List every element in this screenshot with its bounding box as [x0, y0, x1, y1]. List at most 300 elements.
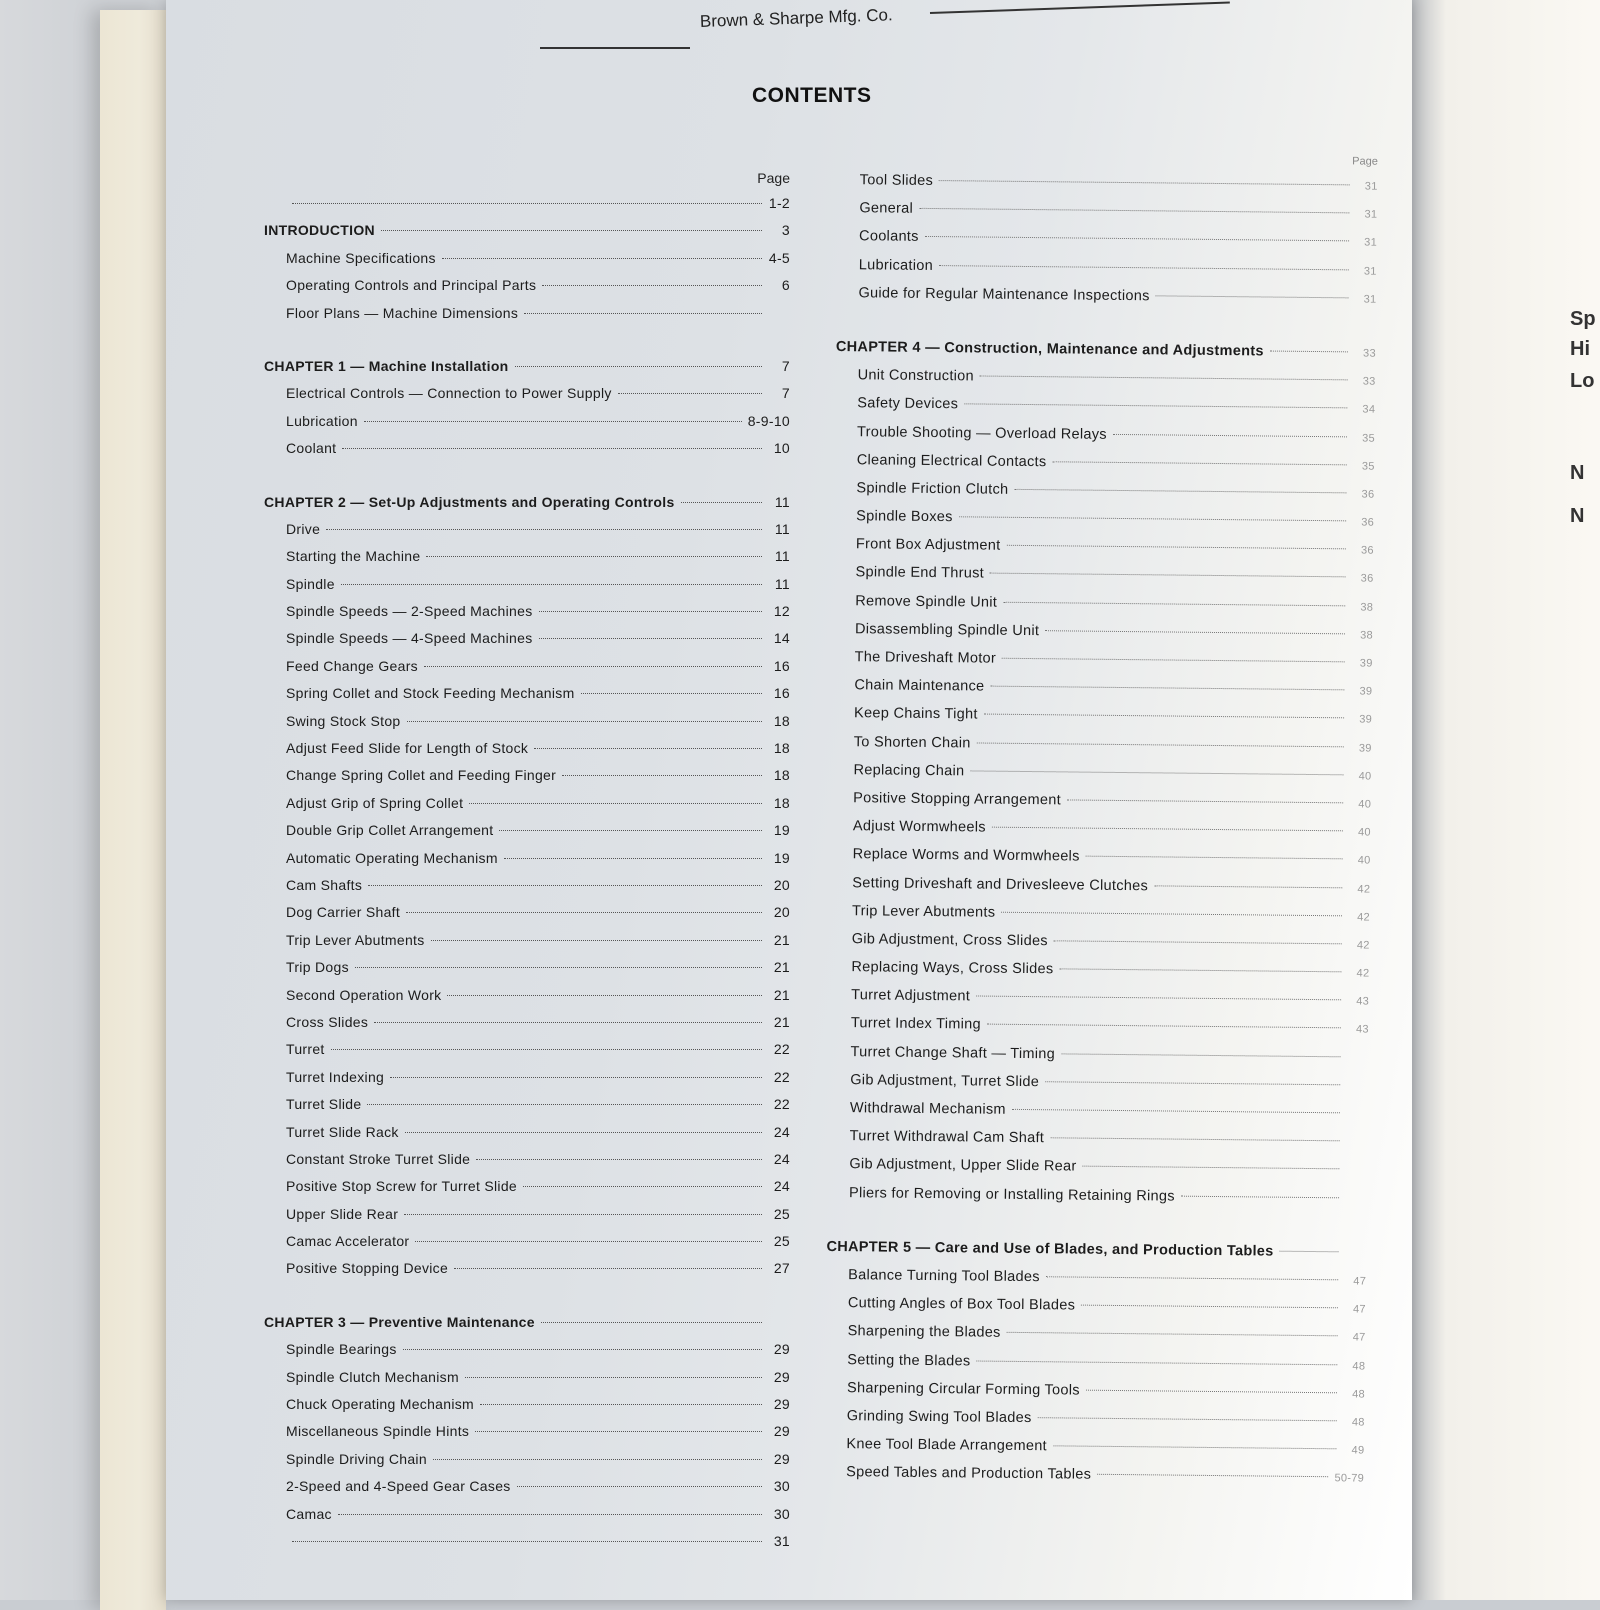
dot-leader: [406, 912, 762, 913]
entry-title-text: Lubrication: [286, 413, 358, 429]
entry-title-text: Spindle Speeds — 4-Speed Machines: [286, 630, 533, 646]
contents-page: [166, 0, 1412, 1600]
entry-title: [850, 1122, 1045, 1152]
entry-title-text: Feed Change Gears: [286, 658, 418, 674]
entry-title-text: Remove Spindle Unit: [855, 593, 997, 610]
toc-entry: [264, 1364, 790, 1391]
dot-leader: [581, 693, 762, 694]
entry-title-text: Cross Slides: [286, 1014, 368, 1030]
entry-title-text: Spindle Clutch Mechanism: [286, 1369, 459, 1385]
dot-leader: [539, 638, 763, 639]
entry-title-text: Spindle End Thrust: [855, 565, 984, 582]
entry-title: [286, 872, 362, 899]
entry-title-text: Positive Stop Screw for Turret Slide: [286, 1178, 517, 1194]
entry-title-text: Turret Indexing: [286, 1069, 384, 1085]
toc-entry: [264, 1036, 790, 1063]
toc-entry: [264, 435, 790, 462]
page-number: 11: [768, 516, 790, 543]
entry-title: [859, 223, 919, 252]
dot-leader: [1007, 1332, 1338, 1336]
entry-title-text: Double Grip Collet Arrangement: [286, 822, 493, 838]
entry-title: [286, 982, 441, 1009]
toc-entry: [264, 1473, 790, 1500]
dot-leader: [1001, 911, 1342, 916]
dot-leader: [331, 1049, 762, 1050]
dot-leader: [1280, 1250, 1339, 1252]
toc-entry: [264, 1528, 790, 1555]
entry-title-text: Electrical Controls — Connection to Power Supply: [286, 385, 612, 401]
dot-leader: [433, 1459, 762, 1460]
entry-title: [286, 380, 612, 407]
page-number: 20: [768, 872, 790, 899]
page-number: 7: [768, 353, 790, 380]
entry-title-text: Sharpening Circular Forming Tools: [847, 1380, 1080, 1398]
dot-leader: [1086, 856, 1343, 860]
toc-entry: [264, 190, 790, 217]
entry-title-text: Coolants: [859, 229, 919, 246]
page-number: 42: [1348, 931, 1370, 959]
entry-title-text: Gib Adjustment, Turret Slide: [850, 1072, 1039, 1090]
entry-title-text: Tool Slides: [860, 172, 934, 189]
entry-title: [856, 530, 1001, 560]
entry-title: [286, 408, 358, 435]
page-number: 29: [768, 1391, 790, 1418]
page-number: 47: [1344, 1267, 1366, 1295]
entry-title-text: Operating Controls and Principal Parts: [286, 277, 536, 293]
entry-title-text: Knee Tool Blade Arrangement: [846, 1436, 1047, 1454]
entry-title-text: Automatic Operating Mechanism: [286, 850, 498, 866]
entry-title: [857, 418, 1107, 449]
dot-leader: [1045, 630, 1345, 634]
dot-leader: [541, 1322, 762, 1323]
page-number: 10: [768, 435, 790, 462]
entry-title: [855, 559, 984, 589]
entry-title-text: Drive: [286, 521, 320, 537]
toc-entry: [836, 279, 1376, 313]
dot-leader: [959, 516, 1346, 521]
page-number: 25: [768, 1228, 790, 1255]
dot-leader: [977, 742, 1344, 747]
entry-title-text: Adjust Grip of Spring Collet: [286, 795, 463, 811]
dot-leader: [1003, 601, 1345, 606]
page-number: 29: [768, 1418, 790, 1445]
page-number: 48: [1343, 1408, 1365, 1436]
page-number: 31: [1354, 285, 1376, 313]
dot-leader: [381, 230, 762, 231]
page-number: 38: [1351, 593, 1373, 621]
dot-leader: [925, 236, 1349, 241]
dot-leader: [424, 666, 762, 667]
dot-leader: [364, 421, 742, 422]
entry-title: [851, 981, 970, 1010]
toc-entry: [264, 982, 790, 1009]
entry-title: [286, 1446, 427, 1473]
entry-title-text: Trouble Shooting — Overload Relays: [857, 424, 1107, 443]
dot-leader: [1181, 1195, 1339, 1198]
page-number: 36: [1352, 508, 1374, 536]
entry-title-text: Coolant: [286, 440, 336, 456]
dot-leader: [367, 1104, 762, 1105]
page-number: 24: [768, 1173, 790, 1200]
entry-title-text: Upper Slide Rear: [286, 1206, 398, 1222]
entry-title: [857, 361, 974, 390]
page-number: 14: [768, 625, 790, 652]
entry-title: [286, 1119, 399, 1146]
toc-entry: [264, 872, 790, 899]
page-number: 39: [1351, 649, 1373, 677]
toc-entry: [264, 516, 790, 543]
entry-title-text: Spindle Boxes: [856, 508, 953, 525]
dot-leader: [1012, 1109, 1340, 1113]
dot-leader: [990, 686, 1344, 691]
dot-leader: [515, 366, 762, 367]
dot-leader: [499, 830, 762, 831]
entry-title: [836, 333, 1264, 366]
entry-title: [851, 1010, 981, 1040]
entry-title-text: INTRODUCTION: [264, 222, 375, 238]
entry-title: [850, 1066, 1039, 1096]
toc-entry: [264, 1336, 790, 1363]
entry-title-text: Spindle Speeds — 2-Speed Machines: [286, 603, 533, 619]
entry-title-text: Cam Shafts: [286, 877, 362, 893]
entry-title: [859, 194, 913, 223]
entry-title: [856, 502, 953, 531]
page-number: 31: [1355, 201, 1377, 229]
dot-leader: [390, 1077, 762, 1078]
contents-right-column: [824, 150, 1378, 1492]
entry-title: [286, 1473, 511, 1500]
entry-title: [286, 1146, 470, 1173]
dot-leader: [338, 1514, 762, 1515]
toc-entry: [264, 1201, 790, 1228]
entry-title: [855, 615, 1040, 645]
page-number: 24: [768, 1119, 790, 1146]
entry-title: [859, 251, 934, 280]
dot-leader: [1113, 433, 1347, 436]
dot-leader: [976, 996, 1341, 1001]
dot-leader: [1038, 1417, 1337, 1421]
entry-title-text: Gib Adjustment, Upper Slide Rear: [849, 1157, 1076, 1175]
adjacent-text-fragment: Sp: [1570, 308, 1596, 331]
entry-title-text: Spindle Bearings: [286, 1341, 397, 1357]
entry-title-text: Trip Lever Abutments: [852, 903, 995, 920]
entry-title: [286, 653, 418, 680]
entry-title-text: Miscellaneous Spindle Hints: [286, 1423, 469, 1439]
entry-title-text: Floor Plans — Machine Dimensions: [286, 305, 518, 321]
dot-leader: [341, 584, 762, 585]
entry-title-text: Preventive Maintenance: [369, 1314, 535, 1330]
toc-entry: [264, 1255, 790, 1282]
dot-leader: [964, 404, 1347, 409]
dot-leader: [292, 1541, 762, 1542]
entry-title: [857, 446, 1047, 476]
page-number: 50-79: [1334, 1465, 1364, 1494]
dot-leader: [980, 376, 1348, 381]
entry-title-text: Set-Up Adjustments and Operating Controls: [369, 494, 675, 510]
entry-title: [848, 1289, 1076, 1320]
toc-entry: [264, 954, 790, 981]
dot-leader: [415, 1241, 762, 1242]
entry-title-text: Turret Adjustment: [851, 987, 970, 1004]
dot-leader: [1086, 1389, 1337, 1393]
entry-title: [286, 1501, 332, 1528]
entry-title-text: Gib Adjustment, Cross Slides: [852, 931, 1048, 949]
page-number: 39: [1350, 678, 1372, 706]
dot-leader: [517, 1486, 762, 1487]
entry-title: [286, 543, 420, 570]
page-number: 20: [768, 899, 790, 926]
entry-title-text: Starting the Machine: [286, 548, 420, 564]
page-column-label: Page: [264, 170, 790, 186]
entry-title-text: Withdrawal Mechanism: [850, 1100, 1006, 1118]
page-number: 47: [1344, 1295, 1366, 1323]
entry-title-text: To Shorten Chain: [854, 734, 971, 751]
toc-entry: [264, 380, 790, 407]
dot-leader: [1097, 1474, 1328, 1477]
entry-title: [286, 625, 533, 652]
toc-entry: [264, 790, 790, 817]
entry-title: [852, 841, 1079, 872]
entry-title-text: Setting the Blades: [847, 1352, 970, 1369]
toc-entry: [264, 625, 790, 652]
entry-title: [286, 245, 436, 272]
page-number: 29: [768, 1446, 790, 1473]
section-gap: [264, 1283, 790, 1309]
dot-leader: [1154, 885, 1342, 888]
entry-title-text: Chain Maintenance: [854, 677, 984, 694]
entry-title: [853, 784, 1061, 814]
dot-leader: [524, 313, 762, 314]
toc-entry: [264, 735, 790, 762]
dot-leader: [1081, 1305, 1338, 1309]
page-number: 39: [1350, 734, 1372, 762]
toc-entry: [264, 1146, 790, 1173]
dot-leader: [465, 1377, 762, 1378]
entry-title-text: Spindle Friction Clutch: [856, 480, 1008, 498]
dot-leader: [404, 1214, 762, 1215]
entry-title-text: Cutting Angles of Box Tool Blades: [848, 1295, 1075, 1313]
page-column-label: Page: [838, 150, 1378, 168]
page-number: 19: [768, 817, 790, 844]
dot-leader: [1067, 799, 1343, 803]
entry-title: [286, 762, 556, 789]
chapter-number: CHAPTER 2 —: [264, 494, 369, 510]
entry-title-text: Swing Stock Stop: [286, 713, 401, 729]
dot-leader: [292, 203, 762, 204]
adjacent-page: [1410, 0, 1600, 1600]
entry-title: [286, 598, 533, 625]
entry-title: [850, 1094, 1006, 1124]
page-number: 31: [1355, 257, 1377, 285]
dot-leader: [1006, 545, 1345, 550]
adjacent-text-fragment: Hi: [1570, 338, 1590, 361]
entry-title-text: Grinding Swing Tool Blades: [847, 1408, 1032, 1426]
dot-leader: [990, 573, 1346, 578]
entry-title: [286, 1364, 459, 1391]
dot-leader: [342, 448, 762, 449]
entry-title-text: Machine Specifications: [286, 250, 436, 266]
page-number: 30: [768, 1473, 790, 1500]
chapter-number: CHAPTER 1 —: [264, 358, 369, 374]
dot-leader: [976, 1360, 1337, 1365]
toc-entry: [824, 1458, 1364, 1492]
entry-title: [286, 1009, 368, 1036]
dot-leader: [326, 529, 762, 530]
entry-title-text: Lubrication: [859, 257, 933, 274]
entry-title: [286, 516, 320, 543]
entry-title-text: Sharpening the Blades: [848, 1323, 1001, 1341]
adjacent-text-fragment: Lo: [1570, 370, 1594, 393]
entry-title: [849, 1179, 1175, 1211]
page-number: 47: [1343, 1324, 1365, 1352]
entry-title-text: Disassembling Spindle Unit: [855, 621, 1039, 639]
entry-title: [855, 643, 997, 673]
page-number: 3: [768, 217, 790, 244]
entry-title-text: Keep Chains Tight: [854, 706, 978, 723]
entry-title: [849, 1151, 1077, 1182]
entry-title: [286, 300, 518, 327]
entry-title: [853, 756, 964, 785]
entry-title: [286, 1391, 474, 1418]
contents-left-column: [264, 170, 790, 1555]
entry-title: [286, 1418, 469, 1445]
page-number: 24: [768, 1146, 790, 1173]
entry-title-text: Adjust Feed Slide for Length of Stock: [286, 740, 528, 756]
chapter-heading: [264, 489, 790, 516]
entry-title-text: Spindle: [286, 576, 335, 592]
entry-title-text: Spring Collet and Stock Feeding Mechanism: [286, 685, 575, 701]
dot-leader: [1014, 489, 1346, 493]
dot-leader: [939, 180, 1350, 185]
entry-title-text: Replacing Ways, Cross Slides: [851, 959, 1053, 977]
entry-title-text: Change Spring Collet and Feeding Finger: [286, 767, 556, 783]
entry-title: [286, 1091, 361, 1118]
page-number: 19: [768, 845, 790, 872]
dot-leader: [368, 885, 762, 886]
page-number: 40: [1349, 762, 1371, 790]
dot-leader: [562, 775, 762, 776]
page-number: 36: [1351, 565, 1373, 593]
entry-title-text: Turret Slide: [286, 1096, 361, 1112]
entry-title-text: The Driveshaft Motor: [855, 649, 997, 666]
entry-title: [286, 1336, 397, 1363]
entry-title: [264, 217, 375, 244]
toc-entry: [264, 927, 790, 954]
toc-entry: [264, 1418, 790, 1445]
entry-title: [286, 1228, 409, 1255]
entry-title: [852, 925, 1048, 955]
page-number: 38: [1351, 621, 1373, 649]
dot-leader: [442, 258, 762, 259]
entry-title-text: Machine Installation: [369, 358, 509, 374]
dot-leader: [454, 1268, 762, 1269]
page-number: 21: [768, 954, 790, 981]
page-number: 22: [768, 1064, 790, 1091]
entry-title: [286, 954, 349, 981]
chapter-heading: [264, 1309, 790, 1336]
chapter-number: CHAPTER 5 —: [826, 1239, 935, 1256]
dot-leader: [1002, 658, 1345, 663]
toc-entry: [838, 166, 1378, 200]
page-title: CONTENTS: [752, 84, 872, 108]
entry-title: [848, 1261, 1040, 1291]
page-number: 42: [1347, 959, 1369, 987]
page-number: 16: [768, 653, 790, 680]
entry-title-text: Camac Accelerator: [286, 1233, 409, 1249]
dot-leader: [1061, 1053, 1340, 1057]
page-number: 11: [768, 489, 790, 516]
entry-title: [286, 790, 463, 817]
dot-leader: [1052, 461, 1346, 465]
entry-title: [857, 390, 958, 419]
header-rule: [930, 2, 1230, 14]
dot-leader: [970, 770, 1343, 775]
page-number: 7: [768, 380, 790, 407]
entry-title: [286, 708, 401, 735]
dot-leader: [987, 1024, 1341, 1029]
dot-leader: [1053, 1445, 1336, 1449]
page-number: 11: [768, 571, 790, 598]
toc-entry: [264, 571, 790, 598]
entry-title-text: Second Operation Work: [286, 987, 441, 1003]
toc-entry: [264, 598, 790, 625]
page-number: 43: [1347, 988, 1369, 1016]
page-number: 40: [1348, 847, 1370, 875]
toc-entry: [264, 899, 790, 926]
entry-title-text: Trip Lever Abutments: [286, 932, 425, 948]
dot-leader: [405, 1132, 762, 1133]
toc-entry: [264, 1091, 790, 1118]
entry-title: [286, 571, 335, 598]
page-number: 22: [768, 1036, 790, 1063]
entry-title-text: Unit Construction: [858, 367, 974, 384]
page-number: 29: [768, 1364, 790, 1391]
entry-title: [854, 728, 971, 757]
entry-title: [286, 1255, 448, 1282]
entry-title-text: Turret Slide Rack: [286, 1124, 399, 1140]
page-number: 43: [1347, 1016, 1369, 1044]
toc-entry: [264, 653, 790, 680]
page-number: 33: [1354, 339, 1376, 367]
entry-title: [286, 1064, 384, 1091]
page-number: 31: [1355, 229, 1377, 257]
toc-entry: [264, 408, 790, 435]
entry-title: [286, 1173, 517, 1200]
toc-entry: [264, 300, 790, 327]
toc-entry: [264, 680, 790, 707]
entry-title-text: Safety Devices: [857, 396, 958, 413]
entry-title: [850, 1038, 1055, 1068]
page-number: 35: [1353, 424, 1375, 452]
header-rule: [540, 47, 690, 49]
entry-title: [286, 899, 400, 926]
dot-leader: [992, 827, 1343, 832]
entry-title-text: Camac: [286, 1506, 332, 1522]
dot-leader: [539, 611, 763, 612]
page-number: 18: [768, 790, 790, 817]
entry-title: [286, 927, 425, 954]
page-number: 29: [768, 1336, 790, 1363]
toc-entry: [264, 708, 790, 735]
entry-title-text: Setting Driveshaft and Drivesleeve Clutches: [852, 875, 1148, 894]
dot-leader: [480, 1404, 762, 1405]
entry-title-text: Replace Worms and Wormwheels: [853, 847, 1080, 865]
dot-leader: [542, 285, 762, 286]
entry-title: [264, 1309, 535, 1336]
page-number: 12: [768, 598, 790, 625]
entry-title: [847, 1402, 1032, 1432]
adjacent-text-fragment: N: [1570, 505, 1584, 528]
